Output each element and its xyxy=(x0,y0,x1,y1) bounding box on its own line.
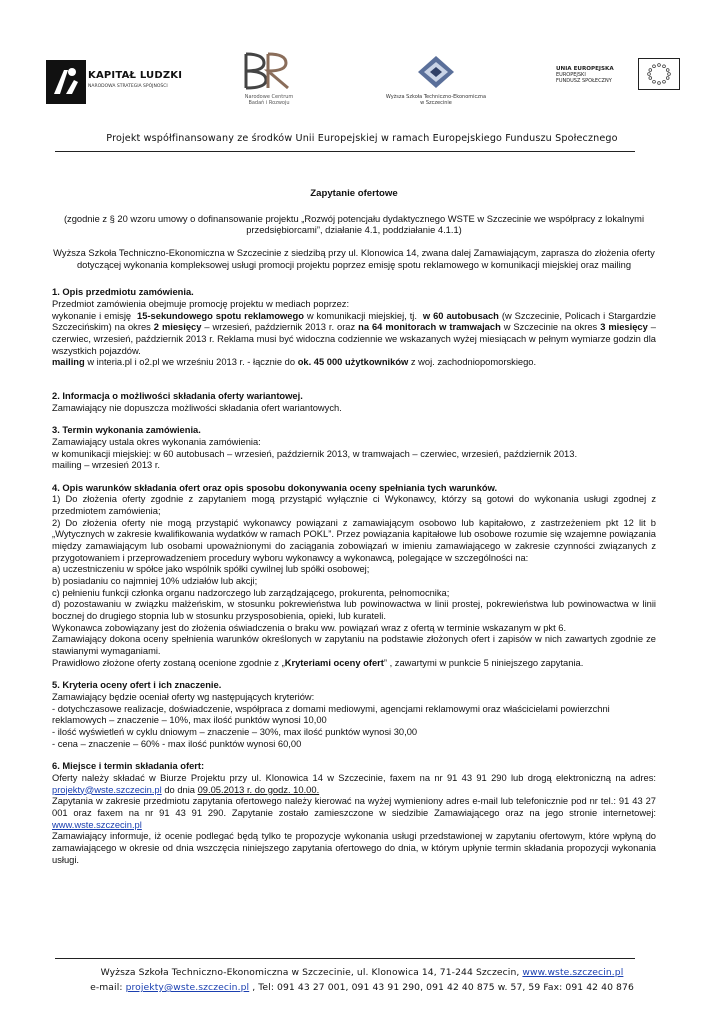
s4-criteria-ref: Kryteriami oceny ofert xyxy=(284,657,384,668)
s1-text-g: – wrzesień, październik 2013 r. oraz xyxy=(204,322,356,333)
section-5-heading: 5. Kryteria oceny ofert i ich znaczenie. xyxy=(52,680,222,691)
s6-deadline-date: 09.05.2013 r. do godz. 10.00. xyxy=(197,784,320,795)
ncbr-icon xyxy=(238,50,298,92)
document-title: Zapytanie ofertowe xyxy=(310,188,398,199)
eu-line-2: EUROPEJSKI xyxy=(556,72,586,79)
kapital-ludzki-icon xyxy=(46,60,86,104)
s1-mailing-region: z woj. zachodniopomorskiego. xyxy=(410,357,537,368)
footer-contact xyxy=(0,982,724,993)
section-5-line-1: Zamawiający będzie oceniał oferty wg następujących kryteriów: xyxy=(52,691,315,702)
eu-line-1: UNIA EUROPEJSKA xyxy=(556,66,614,72)
section-4-heading: 4. Opis warunków składania ofert oraz opis sposobu dokonywania oceny spełniania tych warunków. xyxy=(52,482,498,493)
section-3-line-3: mailing – wrzesień 2013 r. xyxy=(52,460,161,471)
kapital-ludzki-logo xyxy=(44,50,184,114)
section-1-heading: 1. Opis przedmiotu zamówienia. xyxy=(52,287,194,298)
section-4-item-a: a) uczestniczeniu w spółce jako wspólnik spółki cywilnej lub spółki osobowej; xyxy=(52,564,370,575)
wste-line-1: Wyższa Szkoła Techniczno-Ekonomiczna xyxy=(385,94,487,100)
wste-line-2: w Szczecinie xyxy=(420,100,452,106)
s6-email-link[interactable]: projekty@wste.szczecin.pl xyxy=(52,784,162,795)
section-3-line-2: w komunikacji miejskiej: w 60 autobusach – wrzesień, październik 2013, w tramwajach – czerwiec, wrzesień, październik 2013. xyxy=(52,448,578,459)
ncbr-line-2: Badań i Rozwoju xyxy=(248,100,290,106)
kl-title: KAPITAŁ LUDZKI xyxy=(88,70,183,81)
eu-logo xyxy=(556,58,680,108)
s1-text-a: wykonanie i emisję xyxy=(52,310,132,321)
s6-p1-text: Oferty należy składać w Biurze Projektu przy ul. Klonowica 14 w Szczecinie, faxem na nr 91 43 91 290 lub drogą elektroniczną na adres: xyxy=(52,772,656,783)
section-4-paragraph-3: Wykonawca zobowiązany jest do złożenia oświadczenia o braku ww. powiązań wraz z ofertą w terminie wskazanym w pkt 6. xyxy=(52,622,567,633)
intro-paragraph: Wyższa Szkoła Techniczno-Ekonomiczna w Szczecinie z siedzibą przy ul. Klonowica 14, zwana dalej Zamawiającym, zapraszа do złożenia oferty dotyczącej wykonania kompleksowej usługi promocji projektu poprzez emisję spotu reklamowego w komunikacji miejskiej oraz mailing xyxy=(53,247,655,270)
footer-address xyxy=(0,967,724,978)
document-body xyxy=(52,188,656,866)
project-cofinancing-line: Projekt współfinansowany ze środków Unii Europejskiej w ramach Europejskiego Funduszu Społecznego xyxy=(106,133,618,144)
header-rule xyxy=(55,151,635,152)
wste-emblem-icon xyxy=(416,54,456,90)
section-4-item-b: b) posiadaniu co najmniej 10% udziałów lub akcji; xyxy=(52,576,258,587)
ncbr-logo xyxy=(222,50,304,110)
section-5-criterion-2: - ilość wyświetleń w cyklu dniowym – znaczenie – 30%, max ilość punktów wynosi 30,00 xyxy=(52,726,418,737)
section-6-paragraph-1 xyxy=(52,773,656,796)
eu-flag-icon xyxy=(638,58,680,90)
section-2-text: Zamawiający nie dopuszcza możliwości składania ofert wariantowych. xyxy=(52,402,342,413)
s1-bus-period: 2 miesięcy xyxy=(153,322,202,333)
wste-caption xyxy=(380,94,492,106)
s6-deadline-label: do dnia xyxy=(164,784,195,795)
footer-email-link[interactable]: projekty@wste.szczecin.pl xyxy=(125,982,250,993)
section-4-point-2: 2) Do złożenia oferty nie mogą przystąpić wykonawcy powiązani z zamawiającym osobowo lub kapitałowo, z zastrzeżeniem pkt 12 lit b „Wytycznych w zakresie kwalifikowania wydatków w ramach POKL”. Przez powiązania kapitałowe lub osobowe rozumie się wzajemne powiązania między zamawiającym lub osobami upoważnionymi do zaciągania zobowiązań w imieniu zamawiającego w zakresie czynności związanych z przygotowaniem i przeprowadzeniem procedury wyboru wykonawcy a wykonawcą, polegające w szczególności na: xyxy=(52,517,656,563)
section-3-heading: 3. Termin wykonania zamówienia. xyxy=(52,425,201,436)
footer-rule xyxy=(55,958,635,959)
section-6-heading: 6. Miejsce i termin składania ofert: xyxy=(52,761,205,772)
kl-subtitle: NARODOWA STRATEGIA SPÓJNOŚCI xyxy=(88,84,168,89)
section-1-paragraph xyxy=(52,311,656,358)
eu-caption xyxy=(556,66,636,85)
s1-mailing-text: w interia.pl i o2.pl we wrześniu 2013 r. - łącznie do xyxy=(87,357,296,368)
s4-p5-text-a: Prawidłowo złożone oferty zostaną ocenione zgodnie z „ xyxy=(52,657,285,668)
section-5-criterion-1: - dotychczasowe realizacje, doświadczenie, współpraca z domami mediowymi, agencjami reklamowymi oraz właścicielami powierzchni reklamowych – znaczenie – 10%, max ilość punktów wynosi 10,00 xyxy=(52,703,610,726)
eu-line-3: FUNDUSZ SPOŁECZNY xyxy=(556,78,612,85)
s1-spot-length: 15-sekundowego spotu reklamowego xyxy=(137,310,304,321)
footer-phone-fax: , Tel: 091 43 27 001, 091 43 91 290, 091 42 40 875 w. 57, 59 Fax: 091 42 40 876 xyxy=(252,982,634,993)
s4-p5-text-c: ” , zawartymi w punkcie 5 niniejszego zapytania. xyxy=(383,657,584,668)
ncbr-line-1: Narodowe Centrum xyxy=(244,94,294,100)
section-4-paragraph-4: Zamawiający dokona oceny spełnienia warunków określonych w zapytaniu na podstawie złożonych ofert i zapisów w nich zawartych zgodnie ze stawianymi wymaganiami. xyxy=(52,634,656,656)
footer-address-text: Wyższa Szkoła Techniczno-Ekonomiczna w Szczecinie, ul. Klonowica 14, 71-244 Szczecin, xyxy=(100,967,520,978)
footer-website-link[interactable]: www.wste.szczecin.pl xyxy=(522,967,624,978)
s1-text-c: w komunikacji miejskiej, tj. xyxy=(306,310,417,321)
s1-trams: na 64 monitorach w tramwajach xyxy=(358,322,501,333)
section-5-criterion-3: - cena – znaczenie – 60% - max ilość punktów wynosi 60,00 xyxy=(52,738,302,749)
footer-email-label: e-mail: xyxy=(90,982,123,993)
header-logos xyxy=(44,48,680,120)
document-subtitle: (zgodnie z § 20 wzoru umowy o dofinansowanie projektu „Rozwój potencjału dydaktycznego WSTE w Szczecinie we współpracy z lokalnymi przedsiębiorcami”, działanie 4.1, poddziałanie 4.1.1) xyxy=(63,213,645,236)
section-1-mailing xyxy=(52,357,656,369)
section-6-paragraph-3: Zamawiający informuje, iż ocenie podlegać będą tylko te propozycje wykonania usługi przedstawionej w zapytaniu ofertowym, które wpłyną do zamawiającego w okresie od dnia wszczęcia niniejszego zapytania ofertowego do dnia, w którym upłynie termin składania propozycji wykonania usługi. xyxy=(52,831,656,865)
s1-text-k: – czerwiec, wrzesień, październik 2013 r. Reklama musi być widoczna codziennie we wskazanych wyżej miesiącach w pełnym wymiarze godzin dla wszystkich pojazdów. xyxy=(52,322,656,356)
s1-mailing-users: ok. 45 000 użytkowników xyxy=(297,357,409,368)
section-1-line-1: Przedmiot zamówienia obejmuje promocję projektu w mediach poprzez: xyxy=(52,298,350,309)
ncbr-caption xyxy=(234,94,304,106)
s1-tram-period: 3 miesięcy xyxy=(600,322,648,333)
section-4-paragraph-5 xyxy=(52,658,656,670)
s1-text-e: (w Szczecinie, Policach i Stargardzie Szczecińskim) na okres xyxy=(52,310,656,333)
wste-logo xyxy=(380,54,492,110)
section-4-item-c: c) pełnieniu funkcji członka organu nadzorczego lub zarządzającego, prokurenta, pełnomocnika; xyxy=(52,587,450,598)
section-2-heading: 2. Informacja o możliwości składania oferty wariantowej. xyxy=(52,390,303,401)
section-4-item-d: d) pozostawaniu w związku małżeńskim, w stosunku pokrewieństwa lub powinowactwa w linii prostej, pokrewieństwa lub powinowactwa w linii bocznej do drugiego stopnia lub w stosunku przysposobienia, opieki, lub kurateli. xyxy=(52,599,656,622)
section-3-line-1: Zamawiający ustala okres wykonania zamówienia: xyxy=(52,436,261,447)
s1-mailing-label: mailing xyxy=(52,357,85,368)
s1-text-i: w Szczecinie na okres xyxy=(503,322,598,333)
section-6-paragraph-2 xyxy=(52,796,656,831)
s1-buses: w 60 autobusach xyxy=(422,310,499,321)
s6-website-link[interactable]: www.wste.szczecin.pl xyxy=(52,819,142,830)
s6-p2-text: Zapytania w zakresie przedmiotu zapytania ofertowego należy kierować na wyżej wymieniony adres e-mail lub telefonicznie pod nr tel.: 91 43 27 001 oraz faxem na nr 91 43 91 290. Zapytanie zostało zamieszczone w siedzibie Zamawiającego oraz na jego stronie internetowej: xyxy=(52,796,656,818)
section-4-point-1: 1) Do złożenia oferty zgodnie z zapytaniem mogą przystąpić wyłącznie ci Wykonawcy, którzy są gotowi do wykonania usługi zgodnej z przedmiotem zamówienia; xyxy=(52,494,656,517)
